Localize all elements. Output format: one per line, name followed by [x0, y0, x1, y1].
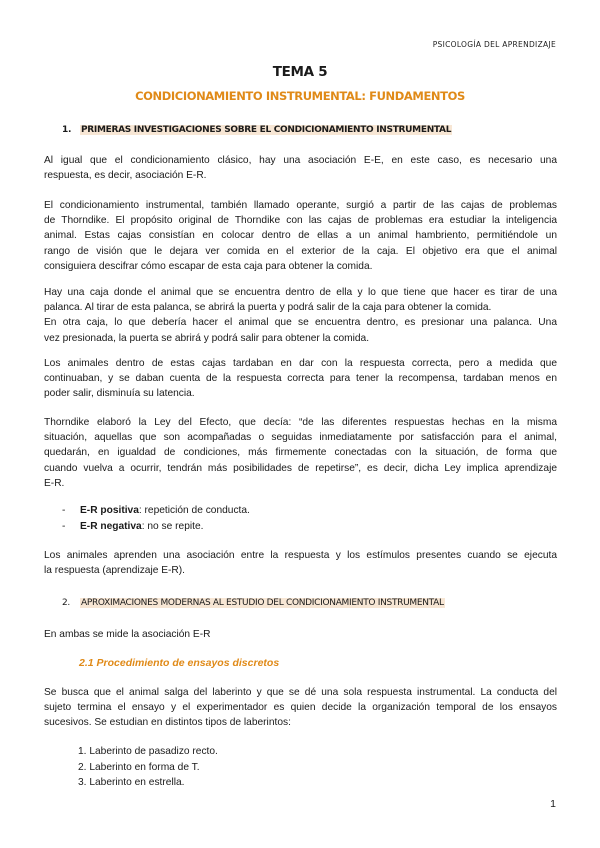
- paragraph-line: sucesivos. Se estudian en distintos tipos de laberintos:: [44, 717, 291, 729]
- list-item: 3. Laberinto en estrella.: [78, 777, 185, 788]
- bullet-item: [62, 505, 250, 516]
- paragraph-8: [44, 685, 557, 731]
- paragraph-3: [44, 285, 557, 346]
- section-2-title: APROXIMACIONES MODERNAS AL ESTUDIO DEL CONDICIONAMIENTO INSTRUMENTAL: [81, 598, 444, 608]
- paragraph-5: [44, 415, 557, 491]
- paragraph-1: [44, 153, 557, 183]
- paragraph-line: En otra caja, lo que debería hacer el animal que se encuentra dentro, es presionar una palanca. Una: [44, 317, 557, 329]
- paragraph-line: consiguiera descifrar cómo escapar de esta caja para obtener la comida.: [44, 260, 373, 272]
- section-2-number: 2.: [62, 598, 70, 608]
- paragraph-line: respuesta, es decir, asociación E-R.: [44, 170, 207, 182]
- paragraph-line: El condicionamiento instrumental, también llamado operante, surgió a partir de las cajas de problemas: [44, 200, 557, 211]
- section-1-number: 1.: [62, 125, 72, 135]
- paragraph-line: rango de visión que le dejara ver comida en el exterior de la caja. El objetivo era que el animal: [44, 245, 557, 257]
- paragraph-line: Se busca que el animal salga del laberinto y que se dé una sola respuesta instrumental. La conducta del: [44, 687, 557, 698]
- list-item: 1. Laberinto de pasadizo recto.: [78, 746, 218, 757]
- paragraph-line: la respuesta (aprendizaje E-R).: [44, 565, 185, 577]
- running-header: PSICOLOGÍA DEL APRENDIZAJE: [432, 40, 556, 49]
- bullet-dash: -: [62, 521, 66, 532]
- paragraph-line: palanca. Al tirar de esta palanca, se abrirá la puerta y podrá salir de la caja para obtener la comida.: [44, 302, 492, 314]
- page-subtitle: CONDICIONAMIENTO INSTRUMENTAL: FUNDAMENTOS: [135, 89, 465, 103]
- paragraph-line: cuando vuelva a ocurrir, tendrán más posibilidades de repetirse”, es decir, dicha Ley implica aprendizaje: [44, 462, 557, 474]
- page-title: TEMA 5: [272, 64, 328, 80]
- paragraph-line: Al igual que el condicionamiento clásico, hay una asociación E-E, en este caso, es necesario una: [44, 155, 557, 166]
- list-item: 2. Laberinto en forma de T.: [78, 761, 200, 773]
- paragraph-7: [44, 627, 557, 642]
- paragraph-line: vez presionada, la puerta se abrirá y podrá salir para obtener la comida.: [44, 332, 370, 344]
- bullet-term: E-R positiva: [80, 505, 139, 516]
- paragraph-line: quedarán, en igualdad de condiciones, más firmemente conectadas con la situación, de forma que: [44, 447, 557, 459]
- section-1-title: PRIMERAS INVESTIGACIONES SOBRE EL CONDICIONAMIENTO INSTRUMENTAL: [81, 125, 452, 135]
- section-2-heading: [62, 598, 445, 608]
- bullet-text: : repetición de conducta.: [138, 505, 250, 516]
- paragraph-line: animal. Estas cajas consistían en colocar dentro de ellas a un animal hambriento, permitiéndole un: [44, 230, 557, 242]
- paragraph-4: [44, 356, 557, 402]
- paragraph-line: Los animales aprenden una asociación entre la respuesta y los estímulos presentes cuando se ejecuta: [44, 550, 557, 561]
- page-number: 1: [550, 798, 556, 810]
- paragraph-line: continuaban, y se daban cuenta de la respuesta correcta para tener la recompensa, tardaban menos en: [44, 373, 557, 385]
- bullet-item: [62, 521, 203, 532]
- paragraph-line: poder salir, disminuía su latencia.: [44, 388, 195, 400]
- paragraph-line: situación, aquellas que son acompañadas o seguidas inmediatamente por satisfacción para el animal,: [44, 432, 557, 444]
- bullet-term: E-R negativa: [80, 521, 142, 532]
- paragraph-line: E-R.: [44, 477, 65, 489]
- paragraph-line: sujeto termina el ensayo y el experimentador es quien decide la organización temporal de los ensayos: [44, 702, 557, 714]
- paragraph-line: de Thorndike. El propósito original de Thorndike con las cajas de problemas era estudiar la inteligencia: [44, 215, 557, 227]
- bullet-text: : no se repite.: [141, 521, 204, 532]
- paragraph-line: Los animales dentro de estas cajas tardaban en dar con la respuesta correcta, pero a medida que: [44, 358, 557, 369]
- paragraph-6: [44, 548, 557, 578]
- subsection-2-1-heading: 2.1 Procedimiento de ensayos discretos: [79, 657, 280, 669]
- numbered-list: [78, 744, 218, 791]
- paragraph-line: Thorndike elaboró la Ley del Efecto, que decía: “de las diferentes respuestas hechas en la misma: [44, 417, 557, 428]
- section-1-heading: [62, 125, 452, 135]
- bullet-dash: -: [62, 505, 66, 516]
- paragraph-line: Hay una caja donde el animal que se encuentra dentro de ella y lo que tiene que hacer es tirar de una: [44, 287, 557, 298]
- paragraph-2: [44, 198, 557, 274]
- paragraph-line: En ambas se mide la asociación E-R: [44, 629, 211, 640]
